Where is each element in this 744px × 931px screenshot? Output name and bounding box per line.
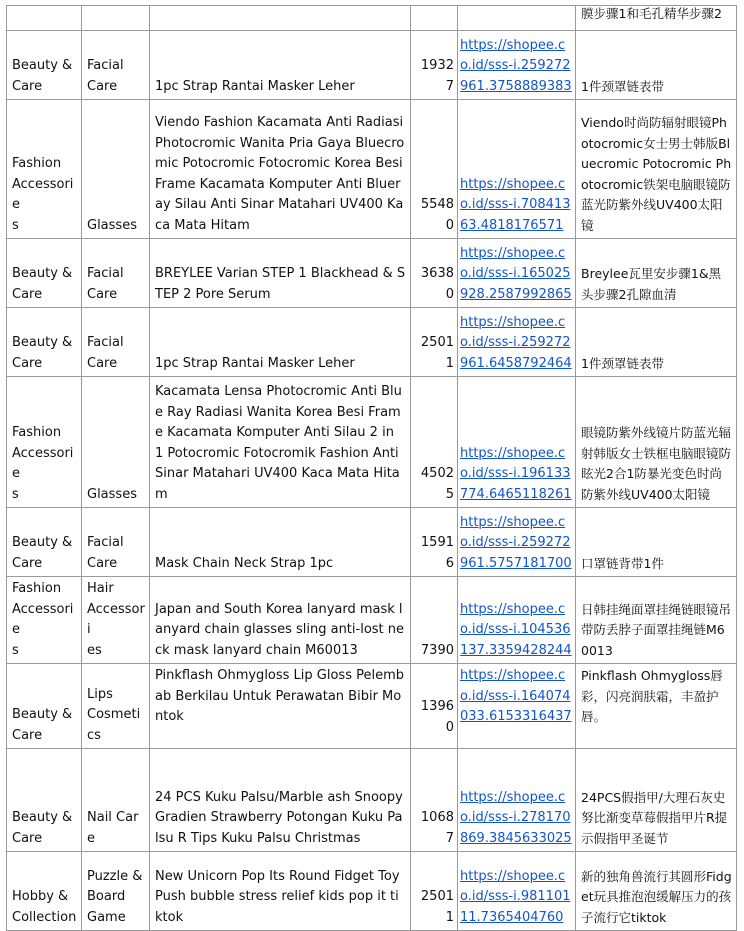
category-cell: Hobby & Collection <box>7 852 82 931</box>
chinese-name-cell: 膜步骤1和毛孔精华步骤2 <box>576 6 737 31</box>
category-cell: Beauty & Care <box>7 308 82 377</box>
product-link[interactable]: https://shopee.co.id/sss-i.278170869.3845633025 <box>460 789 572 846</box>
sold-count-cell: 10687 <box>411 749 458 852</box>
chinese-name-cell: 1件颈罩链表带 <box>576 308 737 377</box>
product-link[interactable]: https://shopee.co.id/sss-i.98110111.7365404760 <box>460 868 571 925</box>
product-link-cell <box>458 377 576 508</box>
sold-count-cell <box>411 6 458 31</box>
sold-count-cell: 7390 <box>411 577 458 664</box>
sold-count-cell: 45025 <box>411 377 458 508</box>
product-table <box>6 5 737 931</box>
category-cell: Fashion Accessorie s <box>7 100 82 239</box>
sold-count-cell: 15916 <box>411 508 458 577</box>
product-link-cell <box>458 577 576 664</box>
table-row <box>7 664 737 749</box>
subcategory-cell: Facial Care <box>82 308 150 377</box>
chinese-name-cell: 1件颈罩链表带 <box>576 31 737 100</box>
sold-count-cell: 13960 <box>411 664 458 749</box>
product-name-cell: 1pc Strap Rantai Masker Leher <box>150 31 411 100</box>
product-link-cell <box>458 852 576 931</box>
category-cell: Beauty & Care <box>7 508 82 577</box>
product-link-cell <box>458 664 576 749</box>
product-link[interactable]: https://shopee.co.id/sss-i.259272961.3758889383 <box>460 37 572 94</box>
product-link[interactable]: https://shopee.co.id/sss-i.259272961.6458792464 <box>460 314 572 371</box>
category-cell <box>7 6 82 31</box>
product-name-cell: Japan and South Korea lanyard mask lanyard chain glasses sling anti-lost neck mask lanyard chain M60013 <box>150 577 411 664</box>
product-link[interactable]: https://shopee.co.id/sss-i.164074033.6153316437 <box>460 668 572 724</box>
subcategory-cell: Facial Care <box>82 239 150 308</box>
subcategory-cell <box>82 6 150 31</box>
table-row <box>7 31 737 100</box>
table-row <box>7 577 737 664</box>
product-name-cell: Mask Chain Neck Strap 1pc <box>150 508 411 577</box>
sold-count-cell: 19327 <box>411 31 458 100</box>
sold-count-cell: 25011 <box>411 308 458 377</box>
sold-count-cell: 25011 <box>411 852 458 931</box>
subcategory-cell: Nail Care <box>82 749 150 852</box>
table-row <box>7 852 737 931</box>
chinese-name-cell: 口罩链背带1件 <box>576 508 737 577</box>
chinese-name-cell: 新的独角兽流行其圆形Fidget玩具推泡泡缓解压力的孩子流行它tiktok <box>576 852 737 931</box>
category-cell: Fashion Accessorie s <box>7 377 82 508</box>
product-link-cell <box>458 239 576 308</box>
product-name-cell: 1pc Strap Rantai Masker Leher <box>150 308 411 377</box>
product-name-cell: Viendo Fashion Kacamata Anti Radiasi Photocromic Wanita Pria Gaya Bluecromic Potocromic Fotocromic Korea Besi Frame Kacamata Komputer Anti Blueray Silau Anti Sinar Matahari UV400 Kaca Mata Hitam <box>150 100 411 239</box>
table-row <box>7 508 737 577</box>
product-link-cell <box>458 308 576 377</box>
product-link[interactable]: https://shopee.co.id/sss-i.104536137.3359428244 <box>460 601 572 658</box>
table-row <box>7 239 737 308</box>
product-link-cell <box>458 31 576 100</box>
sold-count-cell: 55480 <box>411 100 458 239</box>
category-cell: Fashion Accessorie s <box>7 577 82 664</box>
product-link[interactable]: https://shopee.co.id/sss-i.70841363.4818176571 <box>460 176 571 233</box>
product-name-cell: New Unicorn Pop Its Round Fidget Toy Push bubble stress relief kids pop it tiktok <box>150 852 411 931</box>
product-link[interactable]: https://shopee.co.id/sss-i.196133774.6465118261 <box>460 445 572 502</box>
subcategory-cell: Facial Care <box>82 508 150 577</box>
product-name-cell: BREYLEE Varian STEP 1 Blackhead & STEP 2 Pore Serum <box>150 239 411 308</box>
subcategory-cell: Hair Accessori es <box>82 577 150 664</box>
sold-count-cell: 36380 <box>411 239 458 308</box>
product-name-cell: Pinkflash Ohmygloss Lip Gloss Pelembab Berkilau Untuk Perawatan Bibir Montok <box>150 664 411 749</box>
subcategory-cell: Glasses <box>82 377 150 508</box>
table-row <box>7 100 737 239</box>
chinese-name-cell: 日韩挂绳面罩挂绳链眼镜吊带防丢脖子面罩挂绳链M60013 <box>576 577 737 664</box>
product-link-cell <box>458 508 576 577</box>
category-cell: Beauty & Care <box>7 664 82 749</box>
table-row <box>7 6 737 31</box>
subcategory-cell: Lips Cosmetics <box>82 664 150 749</box>
subcategory-cell: Puzzle & Board Game <box>82 852 150 931</box>
product-link-cell <box>458 749 576 852</box>
subcategory-cell: Facial Care <box>82 31 150 100</box>
chinese-name-cell: 眼镜防紫外线镜片防蓝光辐射韩版女士铁框电脑眼镜防眩光2合1防暴光变色时尚防紫外线UV400太阳镜 <box>576 377 737 508</box>
product-name-cell: 24 PCS Kuku Palsu/Marble ash Snoopy Gradien Strawberry Potongan Kuku Palsu R Tips Kuku Palsu Christmas <box>150 749 411 852</box>
product-link-cell <box>458 6 576 31</box>
table-row <box>7 377 737 508</box>
chinese-name-cell: 24PCS假指甲/大理石灰史努比渐变草莓假指甲片R提示假指甲圣诞节 <box>576 749 737 852</box>
category-cell: Beauty & Care <box>7 31 82 100</box>
product-link[interactable]: https://shopee.co.id/sss-i.259272961.5757181700 <box>460 514 572 571</box>
product-link[interactable]: https://shopee.co.id/sss-i.165025928.2587992865 <box>460 245 572 302</box>
chinese-name-cell: Breylee瓦里安步骤1&黑头步骤2孔隙血清 <box>576 239 737 308</box>
table-row <box>7 308 737 377</box>
category-cell: Beauty & Care <box>7 239 82 308</box>
product-name-cell: Kacamata Lensa Photocromic Anti Blue Ray Radiasi Wanita Korea Besi Frame Kacamata Komputer Anti Silau 2 in 1 Potocromic Fotocromik Fashion Anti Sinar Matahari UV400 Kaca Mata Hitam <box>150 377 411 508</box>
product-name-cell <box>150 6 411 31</box>
category-cell: Beauty & Care <box>7 749 82 852</box>
product-link-cell <box>458 100 576 239</box>
chinese-name-cell: Viendo时尚防辐射眼镜Photocromic女士男士韩版Bluecromic Potocromic Photocromic铁架电脑眼镜防蓝光防紫外线UV400太阳镜 <box>576 100 737 239</box>
table-row <box>7 749 737 852</box>
subcategory-cell: Glasses <box>82 100 150 239</box>
chinese-name-cell: Pinkflash Ohmygloss唇彩，闪亮润肤霜，丰盈护唇。 <box>576 664 737 749</box>
